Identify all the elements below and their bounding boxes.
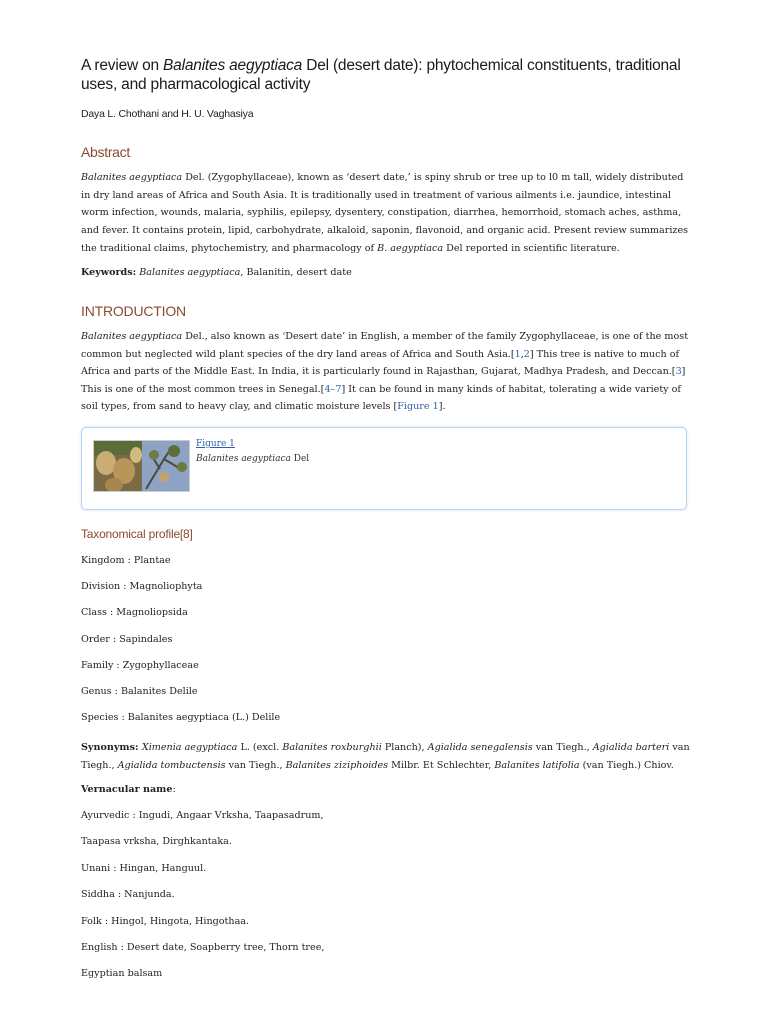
intro-text: ] This tree is native to much of Africa and parts of the Middle East. In India, it is particularly found in Rajasthan, Gujarat, Madhya Pradesh, and Deccan.[ <box>81 348 680 377</box>
abstract-body <box>81 169 689 258</box>
keywords <box>81 267 352 278</box>
figure-thumbnail[interactable] <box>93 440 190 492</box>
taxonomy-heading <box>81 527 193 541</box>
synonym-name: Ximenia aegyptiaca <box>141 742 238 753</box>
introduction-body <box>81 328 691 416</box>
figure-caption-rest: Del <box>290 454 310 464</box>
synonym-author: Milbr. Et Schlechter, <box>388 760 495 771</box>
title-text-rest: Del (desert date): phytochemical constituents, traditional uses, and pharmacological activity <box>81 57 681 93</box>
title-species: Balanites aegyptiaca <box>163 57 303 74</box>
intro-text: ] It can be found in many kinds of habitat, tolerating a wide variety of soil types, from sand to heavy clay, and climatic moisture levels [ <box>81 383 681 412</box>
citation-link[interactable]: [8] <box>179 527 193 541</box>
synonym-name: Agialida senegalensis <box>427 742 533 753</box>
figure-title-link[interactable]: Figure 1 <box>196 439 235 449</box>
synonym-name: Balanites roxburghii <box>282 742 382 753</box>
vernacular-folk: Folk : Hingol, Hingota, Hingothaa. <box>81 916 250 927</box>
figure-caption-species: Balanites aegyptiaca <box>196 454 291 464</box>
abstract-heading: Abstract <box>81 144 130 160</box>
taxonomy-genus: Genus : Balanites Delile <box>81 686 198 697</box>
synonym-name: Balanites latifolia <box>494 760 580 771</box>
vernacular-ayurvedic-cont: Taapasa vrksha, Dirghkantaka. <box>81 836 232 847</box>
taxonomy-division: Division : Magnoliophyta <box>81 581 203 592</box>
synonym-name: Balanites ziziphoides <box>285 760 389 771</box>
synonym-author: van Tiegh., <box>532 742 593 753</box>
vernacular-unani: Unani : Hingan, Hanguul. <box>81 863 207 874</box>
citation-link[interactable]: 2 <box>523 348 530 360</box>
synonym-author: (van Tiegh.) Chiov. <box>579 760 674 771</box>
synonym-author: L. (excl. <box>237 742 283 753</box>
synonym-author: van Tiegh., <box>225 760 286 771</box>
figure-box <box>81 427 687 510</box>
citation-link[interactable]: 3 <box>675 366 682 377</box>
title-text: A review on <box>81 57 164 74</box>
vernacular-label: Vernacular name <box>81 784 173 795</box>
taxonomy-family: Family : Zygophyllaceae <box>81 660 199 671</box>
synonyms-label: Synonyms <box>81 742 135 753</box>
fruit-photo-icon <box>94 441 189 491</box>
vernacular-heading: Vernacular name: <box>81 784 176 795</box>
synonym-name: Agialida barteri <box>592 742 670 753</box>
vernacular-english-cont: Egyptian balsam <box>81 968 163 979</box>
abstract-species-short: B. aegyptiaca <box>377 242 444 254</box>
vernacular-english: English : Desert date, Soapberry tree, Thorn tree, <box>81 942 325 953</box>
keyword-species: Balanites aegyptiaca <box>139 267 241 278</box>
synonym-name: Agialida tombuctensis <box>117 760 226 771</box>
synonyms: Synonyms: Ximenia aegyptiaca L. (excl. Balanites roxburghii Planch), Agialida senegalensis van Tiegh., Agialida barteri van Tiegh., Agialida tombuctensis van Tiegh., Balanites ziziphoides Milbr. Et Schlechter, Balanites latifolia (van Tiegh.) Chiov. <box>81 742 690 771</box>
authors: Daya L. Chothani and H. U. Vaghasiya <box>81 108 254 120</box>
intro-text: Del., also known as ‘Desert date’ in English, a member of the family Zygophyllaceae, is one of the most common but neglected wild plant species of the dry land areas of Africa and South Asia.[ <box>81 331 689 360</box>
abstract-species: Balanites aegyptiaca <box>81 172 183 183</box>
article-title <box>81 56 691 94</box>
taxonomy-order: Order : Sapindales <box>81 634 173 645</box>
figure-link[interactable]: Figure 1 <box>397 401 439 412</box>
intro-species: Balanites aegyptiaca <box>81 331 183 342</box>
taxonomy-species: Species : Balanites aegyptiaca (L.) Delile <box>81 712 281 723</box>
citation-link[interactable]: 1 <box>514 348 521 360</box>
intro-text: ] This is one of the most common trees in Senegal.[ <box>81 366 686 395</box>
synonym-author: Planch), <box>381 742 428 753</box>
abstract-text: Del. (Zygophyllaceae), known as ‘desert date,’ is spiny shrub or tree up to l0 m tall, widely distributed in dry land areas of Africa and South Asia. It is traditionally used in treatment of various ailments i.e. jaundice, intestinal worm infection, wounds, malaria, syphilis, epilepsy, dysentery, constipation, diarrhea, hemorrhoid, stomach aches, asthma, and fever. It contains protein, lipid, carbohydrate, alkaloid, saponin, flavonoid, and organic acid. Present review summarizes the traditional claims, phytochemistry, and pharmacology of <box>81 172 689 254</box>
introduction-heading: INTRODUCTION <box>81 303 186 319</box>
intro-text: ]. <box>438 401 446 412</box>
citation-separator: , <box>520 348 524 360</box>
keywords-rest: , Balanitin, desert date <box>240 267 352 278</box>
vernacular-ayurvedic: Ayurvedic : Ingudi, Angaar Vrksha, Taapasadrum, <box>81 810 324 821</box>
synonym-author: van Tiegh., <box>81 742 690 771</box>
citation-link[interactable]: 4–7 <box>324 383 342 395</box>
taxonomy-kingdom: Kingdom : Plantae <box>81 555 171 566</box>
vernacular-siddha: Siddha : Nanjunda. <box>81 889 175 900</box>
taxonomy-class: Class : Magnoliopsida <box>81 607 188 618</box>
taxonomy-heading-text: Taxonomical profile <box>81 527 180 541</box>
abstract-text-end: Del reported in scientific literature. <box>443 242 620 254</box>
figure-caption <box>196 454 309 464</box>
keywords-label: Keywords: <box>81 267 137 278</box>
